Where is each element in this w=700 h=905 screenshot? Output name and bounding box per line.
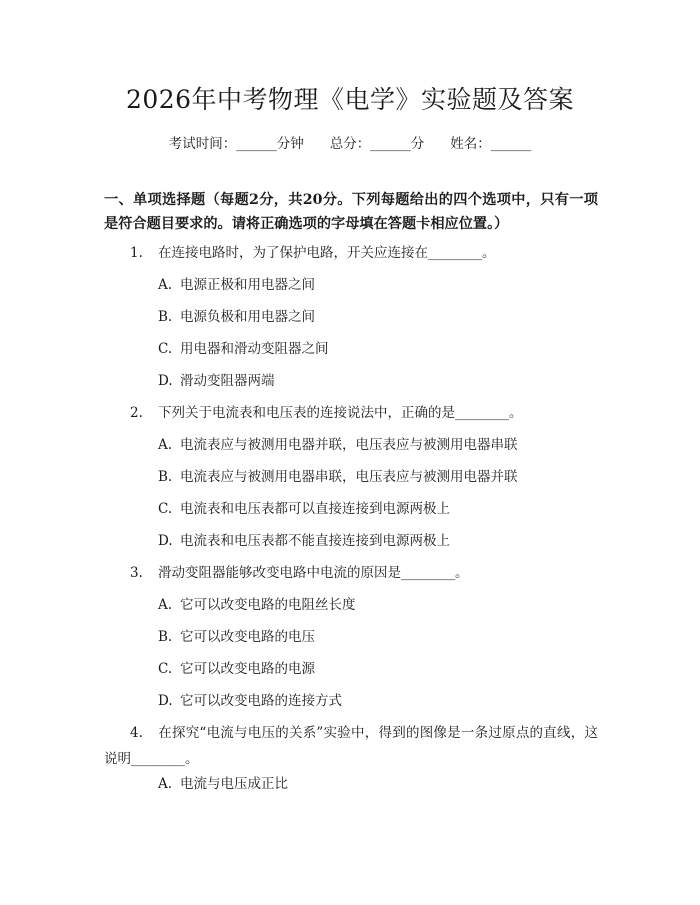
option-letter: D.	[158, 533, 173, 549]
option-text: 电流表应与被测用电器串联，电压表应与被测用电器并联	[180, 469, 518, 485]
option-text: 电源正极和用电器之间	[180, 277, 315, 293]
exam-meta	[0, 132, 700, 152]
option-text: 电流表和电压表都可以直接连接到电源两极上	[180, 501, 450, 517]
student-name-field: 姓名：______	[450, 136, 532, 152]
option-3b	[158, 627, 315, 647]
question-text: 滑动变阻器能够改变电路中电流的原因是________。	[158, 565, 469, 581]
question-number: 4.	[130, 725, 143, 741]
total-score-field: 总分：______分	[329, 136, 425, 152]
page-title: 2026年中考物理《电学》实验题及答案	[125, 85, 575, 114]
question-text: 下列关于电流表和电压表的连接说法中，正确的是________。	[158, 405, 523, 421]
option-letter: A.	[158, 437, 173, 453]
option-2a	[158, 435, 518, 455]
option-text: 它可以改变电路的电阻丝长度	[180, 597, 356, 613]
question-3	[130, 563, 469, 583]
section-heading: 一、单项选择题（每题2分，共20分。下列每题给出的四个选项中，只有一项是符合题目要求的。请将正确选项的字母填在答题卡相应位置。）	[104, 192, 598, 232]
option-2b	[158, 467, 518, 487]
option-text: 电源负极和用电器之间	[180, 309, 315, 325]
question-1	[130, 243, 496, 263]
option-text: 它可以改变电路的电源	[180, 661, 315, 677]
question-number: 3.	[130, 565, 143, 581]
question-number: 1.	[130, 245, 143, 261]
option-1b	[158, 307, 315, 327]
question-text: 在探究“电流与电压的关系”实验中，得到的图像是一条过原点的直线，这说明________。	[104, 725, 598, 767]
option-text: 滑动变阻器两端	[180, 373, 275, 389]
option-4a	[158, 774, 288, 794]
option-letter: C.	[158, 341, 173, 357]
option-text: 电流表应与被测用电器并联，电压表应与被测用电器串联	[180, 437, 518, 453]
option-letter: C.	[158, 501, 173, 517]
option-3c	[158, 659, 315, 679]
option-letter: C.	[158, 661, 173, 677]
option-letter: B.	[158, 629, 173, 645]
option-text: 它可以改变电路的连接方式	[180, 693, 342, 709]
exam-time-field: 考试时间：______分钟	[168, 136, 304, 152]
question-number: 2.	[130, 405, 143, 421]
option-letter: B.	[158, 469, 173, 485]
option-2d	[158, 531, 450, 551]
option-letter: D.	[158, 693, 173, 709]
option-text: 电流与电压成正比	[180, 776, 288, 792]
option-text: 电流表和电压表都不能直接连接到电源两极上	[180, 533, 450, 549]
option-3d	[158, 691, 342, 711]
question-4	[104, 720, 598, 772]
option-letter: B.	[158, 309, 173, 325]
option-letter: A.	[158, 277, 173, 293]
option-2c	[158, 499, 450, 519]
option-3a	[158, 595, 356, 615]
question-text: 在连接电路时，为了保护电路，开关应连接在________。	[158, 245, 496, 261]
option-1d	[158, 371, 275, 391]
option-letter: D.	[158, 373, 173, 389]
option-letter: A.	[158, 776, 173, 792]
option-1a	[158, 275, 315, 295]
option-letter: A.	[158, 597, 173, 613]
option-text: 它可以改变电路的电压	[180, 629, 315, 645]
question-2	[130, 403, 523, 423]
option-1c	[158, 339, 329, 359]
option-text: 用电器和滑动变阻器之间	[180, 341, 329, 357]
